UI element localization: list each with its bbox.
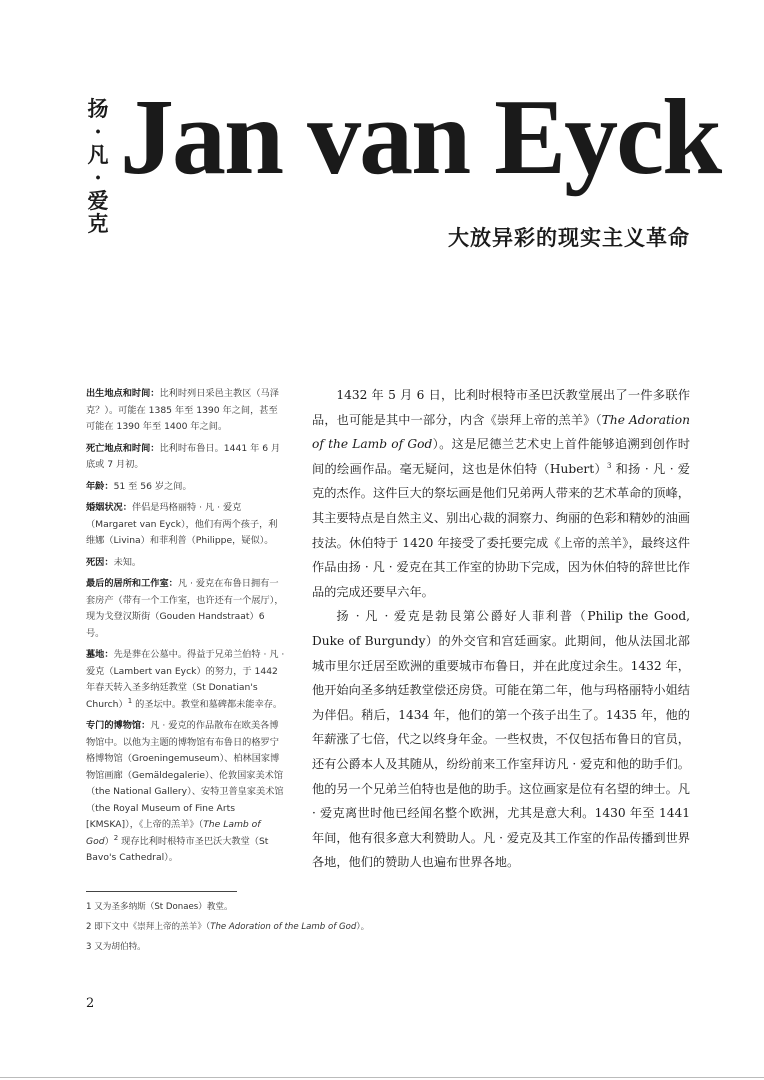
footnotes (86, 897, 686, 957)
fact-label: 死因： (86, 556, 114, 568)
footnote-2 (86, 917, 686, 937)
fact-text-cont: 的圣坛中。教堂和墓碑都未能幸存。 (132, 698, 283, 710)
body-text-segment: ）。这是尼德兰艺术史上首件能够追溯到创作时间的绘画作品。毫无疑问，这也是休伯特（Hubert） (312, 437, 690, 476)
fact-text: 先是葬在公墓中。得益于兄弟兰伯特 · 凡 · 爱克（Lambert van Eyck）的努力，于 1442 年春天转入圣多纳廷教堂（St Donatian's Church） (86, 649, 285, 710)
artwork-title: The Adoration of the Lamb of God (312, 412, 690, 452)
fact-italic: The Lamb of God (86, 819, 261, 847)
fact-text: 51 至 56 岁之间。 (113, 480, 192, 492)
fact-text: 凡 · 爱克的作品散布在欧美各博物馆中。以他为主题的博物馆有布鲁日的格罗宁格博物馆（Groeningemuseum）、柏林国家博物馆画廊（Gemäldegalerie）、伦敦国家美术馆（the National Gallery）、安特卫普皇家美术馆（the Royal Museum of Fine Arts [KMSKA]），《上帝的羔羊》（ (86, 720, 284, 830)
footnote-ref: 2 (113, 833, 119, 842)
footnote-divider (86, 891, 237, 892)
footnote-1: 1 又为圣多纳斯（St Donaes）教堂。 (86, 902, 233, 912)
fact-text: 凡 · 爱克在布鲁日拥有一套房产（带有一个工作室，也许还有一个展厅），现为戈登汉斯街（Gouden Handstraat）6 号。 (86, 578, 284, 639)
page-bottom-edge (0, 1077, 764, 1078)
page-number: 2 (86, 996, 95, 1011)
fact-age (86, 479, 285, 496)
footnote-italic: The Adoration of the Lamb of God (210, 922, 357, 932)
body-text-segment: 1432 年 5 月 6 日，比利时根特市圣巴沃教堂展出了一件多联作品，也可能是其中一部分，内含《崇拜上帝的羔羊》（ (312, 388, 690, 427)
title-char: · (94, 165, 102, 190)
fact-text: 比利时布鲁日。1441 年 6 月底或 7 月初。 (86, 442, 281, 470)
title-char: 克 (87, 211, 109, 236)
fact-museums (86, 718, 285, 867)
fact-cause (86, 555, 285, 572)
body-paragraph (312, 383, 690, 604)
fact-text-cont: 现存比利时根特市圣巴沃大教堂（St Bavo's Cathedral）。 (86, 835, 269, 863)
fact-burial (86, 647, 285, 713)
footnote-ref: 1 (127, 696, 133, 705)
footnote-text: ）。 (356, 922, 370, 932)
title-char: 爱 (87, 188, 109, 213)
fact-residence (86, 576, 285, 642)
fact-death (86, 441, 285, 474)
title-char: 扬 (87, 96, 109, 121)
fact-label: 墓地： (86, 649, 114, 660)
fact-label: 专门的博物馆： (86, 720, 151, 731)
page-title: Jan van Eyck (120, 78, 721, 197)
footnote-text: 2 即下文中《崇拜上帝的羔羊》（ (86, 922, 211, 932)
main-body (312, 383, 690, 875)
page-subtitle: 大放异彩的现实主义革命 (448, 226, 690, 250)
fact-text: 未知。 (113, 556, 142, 568)
fact-sidebar (86, 386, 285, 872)
fact-text-cont: ） (104, 835, 114, 847)
fact-text: 比利时列日采邑主教区（马泽克？）。可能在 1385 年至 1390 年之间，甚至可能在 1390 年至 1400 年之间。 (86, 388, 279, 432)
fact-marital (86, 500, 285, 550)
fact-label: 最后的居所和工作室： (86, 578, 178, 589)
chinese-vertical-title (86, 98, 110, 236)
body-text-segment: 和扬 · 凡 · 爱克的杰作。这件巨大的祭坛画是他们兄弟两人带来的艺术革命的顶峰，其主要特点是自然主义、别出心裁的洞察力、绚丽的色彩和精妙的油画技法。休伯特于 1420 年接受了委托要完成《上帝的羔羊》，最终这件作品由扬 · 凡 · 爱克在其工作室的协助下完成，因为休伯特的辞世比作品的完成还要早六年。 (312, 461, 690, 599)
footnote-3: 3 又为胡伯特。 (86, 942, 146, 952)
footnote-ref: 3 (606, 461, 612, 470)
title-char: 凡 (87, 142, 109, 167)
title-char: · (94, 119, 102, 144)
fact-label: 死亡地点和时间： (86, 442, 160, 454)
fact-label: 婚姻状况： (86, 502, 132, 513)
fact-label: 年龄： (86, 480, 114, 492)
fact-label: 出生地点和时间： (86, 388, 160, 399)
fact-text: 伴侣是玛格丽特 · 凡 · 爱克（Margaret van Eyck），他们有两个孩子，利维娜（Livina）和菲利普（Philippe，疑似）。 (86, 502, 278, 546)
fact-birth (86, 386, 285, 436)
body-paragraph: 扬 · 凡 · 爱克是勃艮第公爵好人菲利普（Philip the Good, Duke of Burgundy）的外交官和宫廷画家。此期间，他从法国北部城市里尔迁居至欧洲的重要城市布鲁日，并在此度过余生。1432 年，他开始向圣多纳廷教堂偿还房贷。可能在第二年，他与玛格丽特小姐结为伴侣。稍后，1434 年，他们的第一个孩子出生了。1435 年，他的年薪涨了七倍，代之以终身年金。一些权贵，不仅包括布鲁日的官员，还有公爵本人及其随从，纷纷前来工作室拜访凡 · 爱克和他的助手们。他的另一个兄弟兰伯特也是他的助手。这位画家是位有名望的绅士。凡 · 爱克离世时他已经闻名整个欧洲，尤其是意大利。1430 年至 1441 年间，他有很多意大利赞助人。凡 · 爱克及其工作室的作品传播到世界各地，他们的赞助人也遍布世界各地。 (312, 609, 690, 870)
